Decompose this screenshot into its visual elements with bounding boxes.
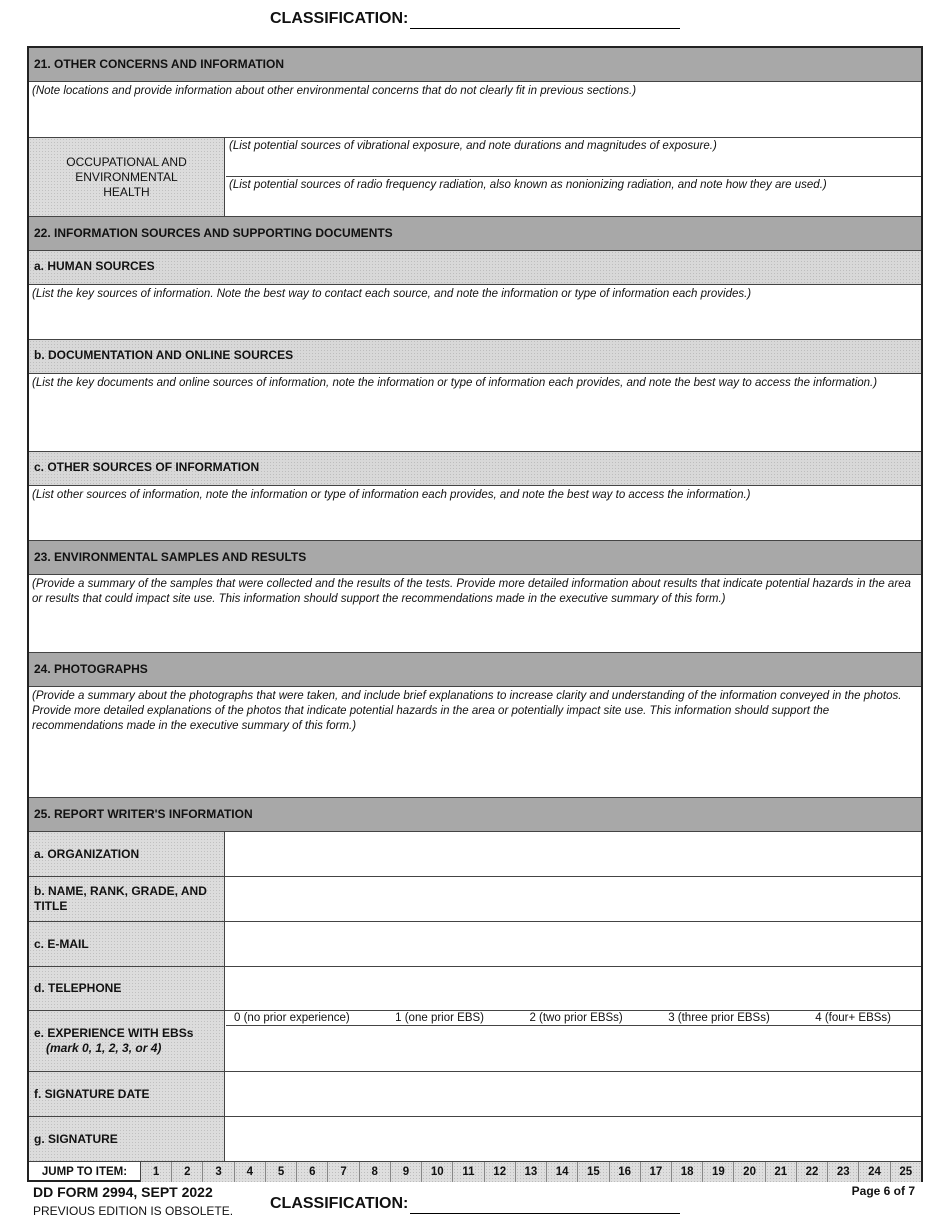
experience-option-1[interactable]: 1 (one prior EBS) (395, 1012, 484, 1024)
signature-date-label (29, 1072, 225, 1116)
section-22c-header (29, 452, 921, 486)
jump-label: JUMP TO ITEM: (29, 1162, 141, 1182)
form-id: DD FORM 2994, SEPT 2022 (33, 1184, 213, 1200)
jump-button-17[interactable]: 17 (641, 1162, 672, 1182)
email-label-text: c. E-MAIL (34, 936, 89, 951)
email-row (29, 922, 921, 967)
email-field[interactable] (226, 922, 921, 966)
oh-radio-note: (List potential sources of radio frequency radiation, also known as nonionizing radiation, and note how they are used.) (229, 179, 827, 191)
jump-button-21[interactable]: 21 (766, 1162, 797, 1182)
jump-button-4[interactable]: 4 (235, 1162, 266, 1182)
telephone-field[interactable] (226, 967, 921, 1010)
telephone-label (29, 967, 225, 1010)
section-22a-field[interactable] (29, 285, 921, 340)
experience-option-3[interactable]: 3 (three prior EBSs) (668, 1012, 770, 1024)
section-23-title: 23. ENVIRONMENTAL SAMPLES AND RESULTS (34, 550, 307, 564)
jump-button-24[interactable]: 24 (859, 1162, 890, 1182)
classification-bottom (270, 1195, 408, 1213)
jump-button-23[interactable]: 23 (828, 1162, 859, 1182)
section-24-title: 24. PHOTOGRAPHS (34, 662, 148, 676)
jump-button-9[interactable]: 9 (391, 1162, 422, 1182)
form-page (27, 46, 923, 1182)
oh-row (29, 138, 921, 217)
jump-button-15[interactable]: 15 (578, 1162, 609, 1182)
organization-label-text: a. ORGANIZATION (34, 846, 140, 861)
signature-row (29, 1117, 921, 1162)
jump-button-11[interactable]: 11 (453, 1162, 484, 1182)
section-22b-header (29, 340, 921, 374)
oh-label-box (29, 138, 225, 216)
section-22-header (29, 217, 921, 251)
signature-date-label-text: f. SIGNATURE DATE (34, 1086, 150, 1101)
section-21-header (29, 48, 921, 82)
jump-button-19[interactable]: 19 (703, 1162, 734, 1182)
classification-field-top[interactable] (410, 28, 680, 29)
classification-field-bottom[interactable] (410, 1213, 680, 1214)
name-label-text: b. NAME, RANK, GRADE, AND TITLE (34, 884, 207, 913)
name-field[interactable] (226, 877, 921, 921)
jump-button-12[interactable]: 12 (485, 1162, 516, 1182)
section-22c-note: (List other sources of information, note the information or type of information each provides, and note the best way to access the information.) (32, 489, 751, 501)
name-label (29, 877, 225, 921)
section-21-title: 21. OTHER CONCERNS AND INFORMATION (34, 57, 285, 71)
section-22a-header (29, 251, 921, 285)
jump-button-13[interactable]: 13 (516, 1162, 547, 1182)
experience-options (226, 1011, 921, 1026)
jump-button-2[interactable]: 2 (172, 1162, 203, 1182)
experience-row (29, 1011, 921, 1072)
oh-radio-field[interactable] (226, 177, 921, 216)
jump-to-item-bar (29, 1162, 921, 1182)
jump-button-22[interactable]: 22 (797, 1162, 828, 1182)
classification-top (270, 10, 408, 28)
signature-label-text: g. SIGNATURE (34, 1131, 118, 1146)
section-25-title: 25. REPORT WRITER'S INFORMATION (34, 807, 253, 821)
jump-button-14[interactable]: 14 (547, 1162, 578, 1182)
organization-field[interactable] (226, 832, 921, 876)
experience-label-text: e. EXPERIENCE WITH EBSs (34, 1026, 194, 1040)
experience-option-2[interactable]: 2 (two prior EBSs) (529, 1012, 623, 1024)
jump-button-6[interactable]: 6 (297, 1162, 328, 1182)
telephone-label-text: d. TELEPHONE (34, 981, 122, 995)
experience-field[interactable] (226, 1027, 921, 1071)
section-22a-note: (List the key sources of information. Note the best way to contact each source, and note the information or type of information each provides.) (32, 288, 752, 300)
jump-button-20[interactable]: 20 (734, 1162, 765, 1182)
oh-label: OCCUPATIONAL AND ENVIRONMENTAL HEALTH (66, 154, 187, 199)
section-23-field[interactable] (29, 575, 921, 653)
section-22b-note: (List the key documents and online sources of information, note the information or type of information each provides, and note the best way to access the information.) (32, 377, 878, 389)
oh-vibration-field[interactable] (226, 138, 921, 177)
section-24-note: (Provide a summary about the photographs that were taken, and include brief explanations to increase clarity and understanding of the information conveyed in the photos. Provide more detailed explanations of the photos that indicate potential hazards in the area or potentially impact site use. This information should support the recommendations made in the executive summary of this form.) (32, 690, 902, 732)
organization-row (29, 832, 921, 877)
jump-button-1[interactable]: 1 (141, 1162, 172, 1182)
jump-button-8[interactable]: 8 (360, 1162, 391, 1182)
signature-date-field[interactable] (226, 1072, 921, 1116)
section-25-header (29, 798, 921, 832)
section-23-note: (Provide a summary of the samples that were collected and the results of the tests. Provide more detailed information about results that indicate potential hazards in the area or results that could impact site use. This information should support the recommendations made in the executive summary of this form.) (32, 578, 911, 605)
signature-label (29, 1117, 225, 1161)
page-number: Page 6 of 7 (851, 1184, 915, 1198)
experience-label (29, 1011, 225, 1071)
signature-field[interactable] (226, 1117, 921, 1161)
section-24-header (29, 653, 921, 687)
telephone-row (29, 967, 921, 1011)
section-22b-field[interactable] (29, 374, 921, 452)
jump-button-5[interactable]: 5 (266, 1162, 297, 1182)
classification-label-bottom: CLASSIFICATION: (270, 1195, 409, 1212)
experience-option-4[interactable]: 4 (four+ EBSs) (815, 1012, 891, 1024)
jump-button-7[interactable]: 7 (328, 1162, 359, 1182)
email-label (29, 922, 225, 966)
signature-date-row (29, 1072, 921, 1117)
jump-button-3[interactable]: 3 (203, 1162, 234, 1182)
oh-vibration-note: (List potential sources of vibrational exposure, and note durations and magnitudes of exposure.) (229, 140, 717, 152)
form-footer (33, 1184, 233, 1218)
section-22a-title: a. HUMAN SOURCES (34, 259, 155, 273)
previous-edition-note: PREVIOUS EDITION IS OBSOLETE. (33, 1204, 234, 1218)
name-row (29, 877, 921, 922)
section-22-title: 22. INFORMATION SOURCES AND SUPPORTING DOCUMENTS (34, 226, 393, 240)
classification-label: CLASSIFICATION: (270, 10, 409, 27)
section-24-field[interactable] (29, 687, 921, 798)
jump-button-25[interactable]: 25 (891, 1162, 921, 1182)
section-21-field[interactable] (29, 82, 921, 138)
section-22c-field[interactable] (29, 486, 921, 541)
organization-label (29, 832, 225, 876)
section-22b-title: b. DOCUMENTATION AND ONLINE SOURCES (34, 348, 294, 362)
experience-option-0[interactable]: 0 (no prior experience) (234, 1012, 350, 1024)
jump-button-18[interactable]: 18 (672, 1162, 703, 1182)
jump-button-10[interactable]: 10 (422, 1162, 453, 1182)
section-22c-title: c. OTHER SOURCES OF INFORMATION (34, 460, 260, 474)
experience-hint: (mark 0, 1, 2, 3, or 4) (46, 1041, 162, 1055)
jump-button-16[interactable]: 16 (610, 1162, 641, 1182)
section-23-header (29, 541, 921, 575)
section-21-note: (Note locations and provide information about other environmental concerns that do not clearly fit in previous sections.) (32, 85, 637, 97)
